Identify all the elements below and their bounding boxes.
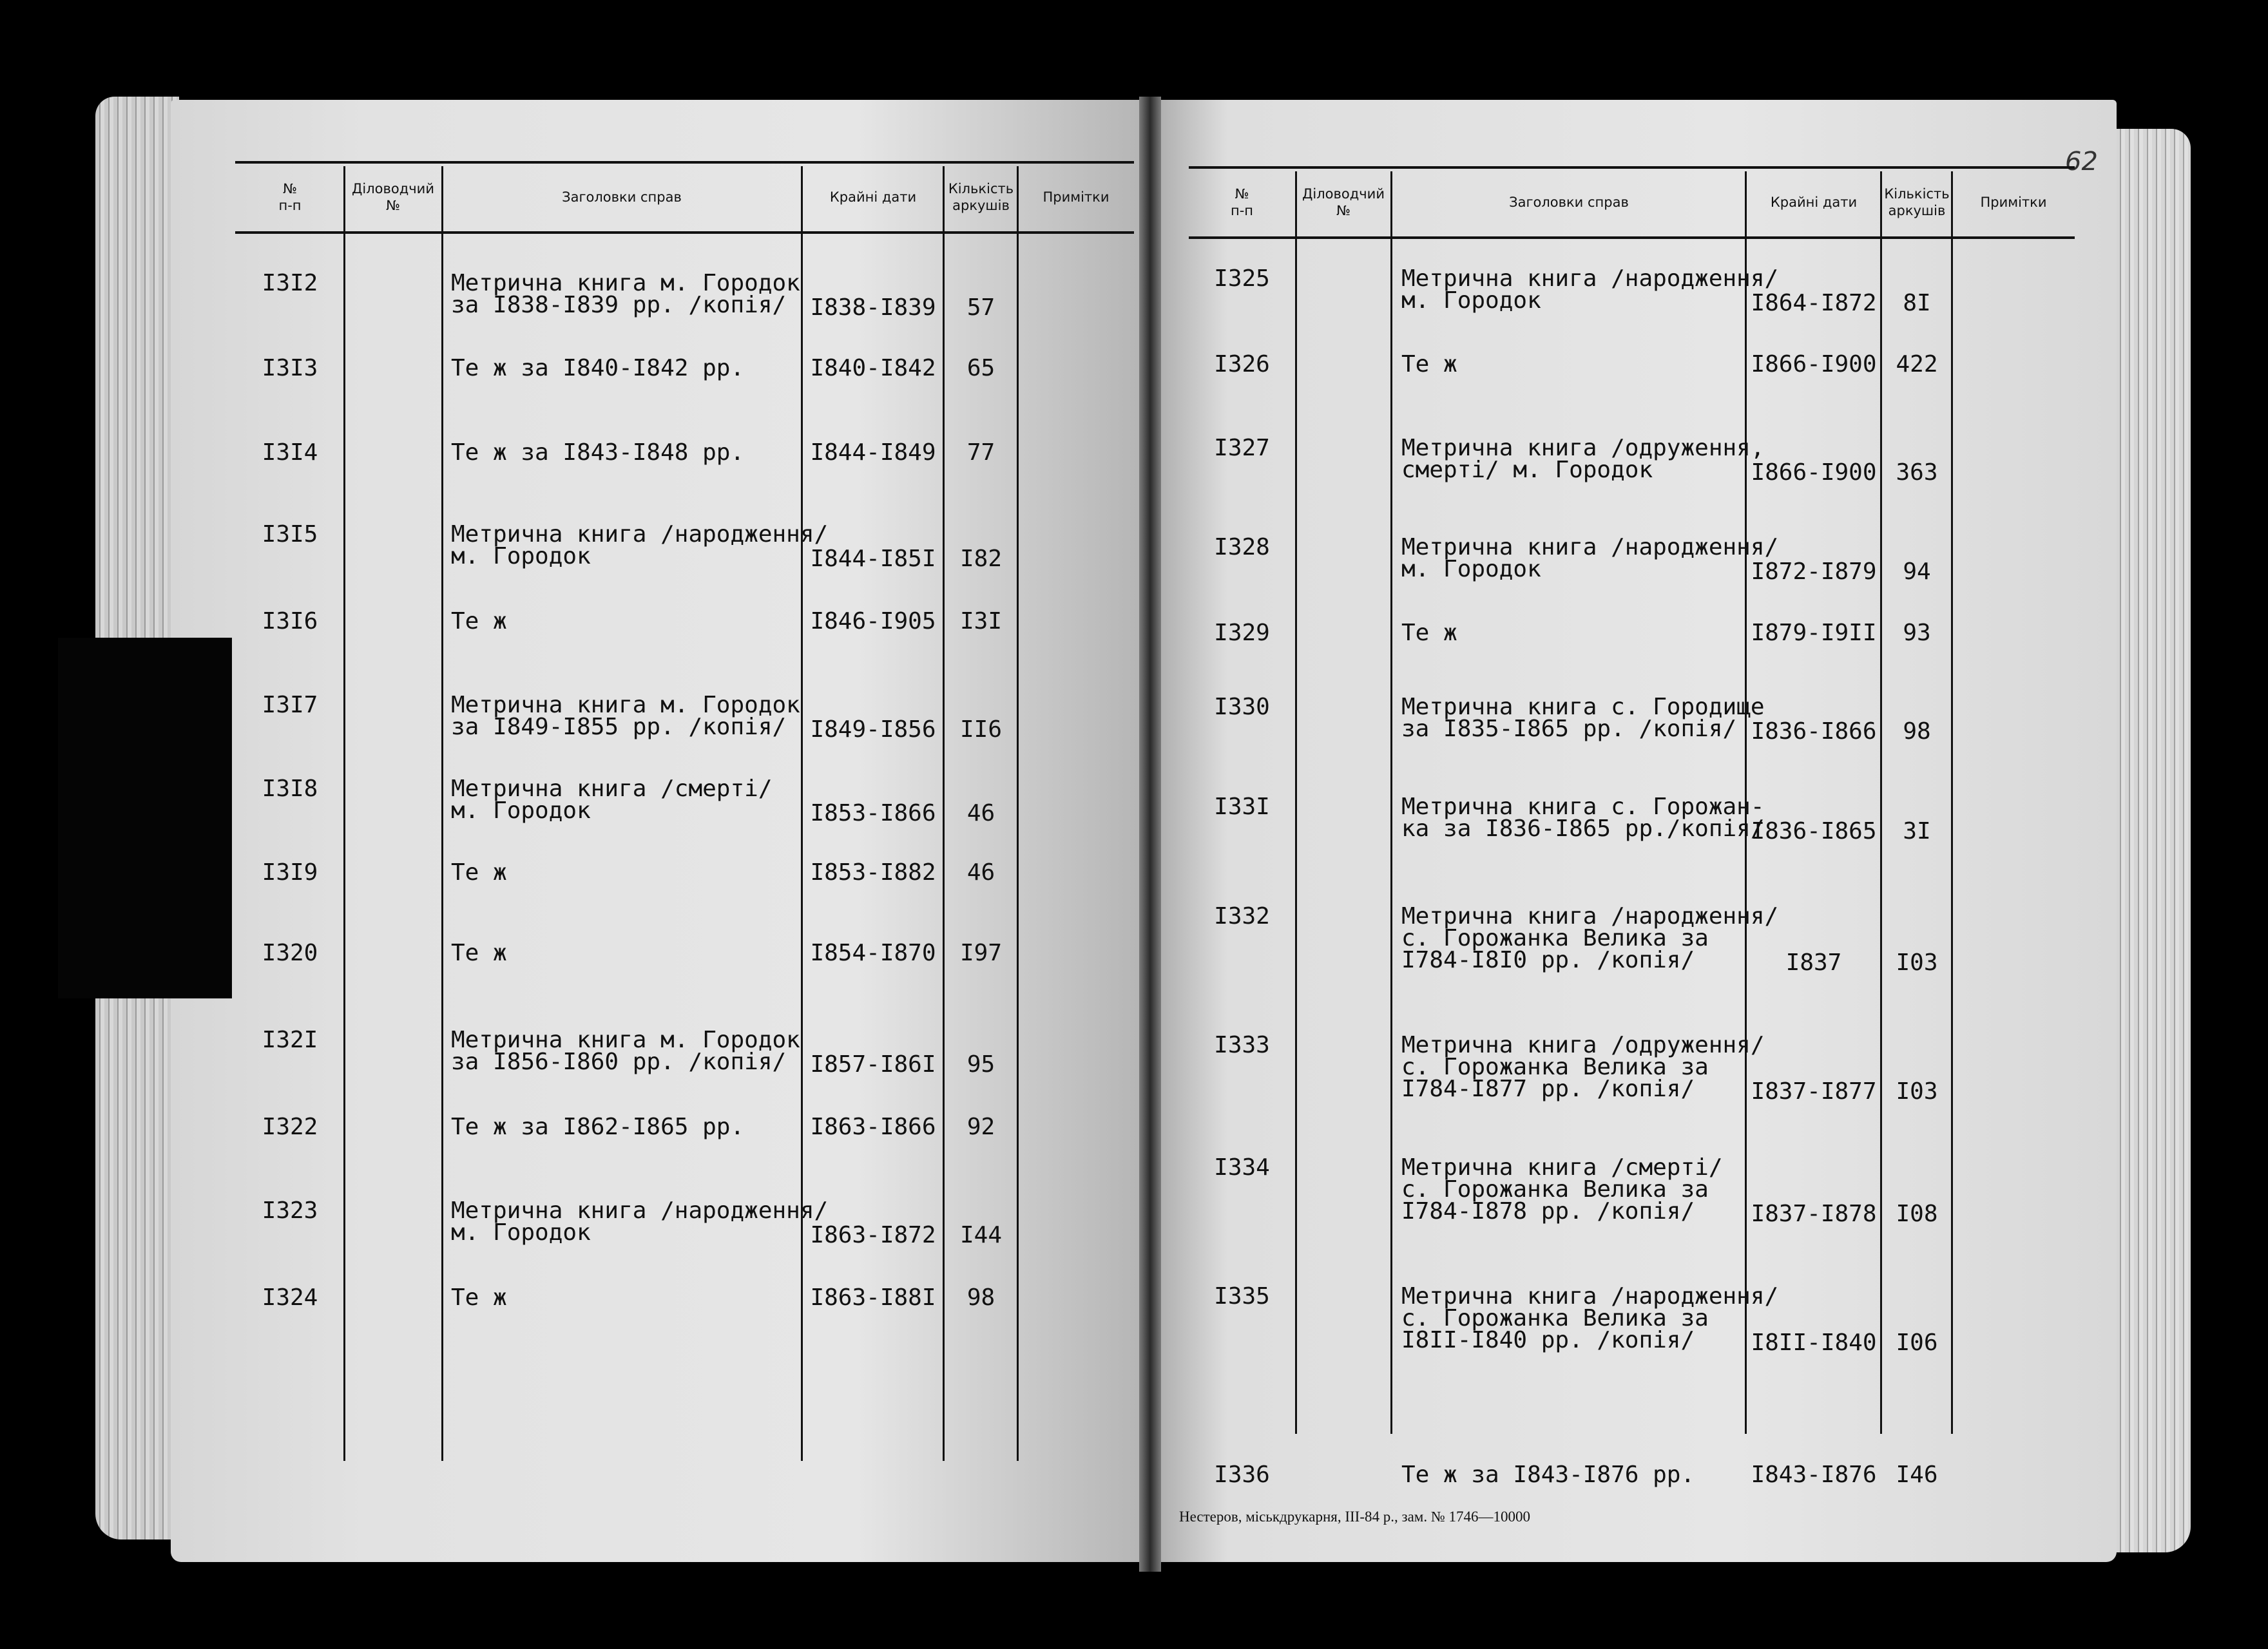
- row-title: Метрична книга /народження/ м. Городок: [451, 521, 829, 569]
- row-dates: I866-I900: [1751, 459, 1877, 486]
- header-titles: Заголовки справ: [562, 189, 682, 205]
- row-dates: I879-I9II: [1751, 620, 1877, 646]
- row-number: I333: [1214, 1032, 1270, 1058]
- row-dates: I853-I866: [810, 800, 936, 826]
- row-number: I330: [1214, 694, 1270, 720]
- row-title: Метрична книга /народження/ м. Городок: [1401, 265, 1779, 314]
- left-table-header: [235, 161, 1134, 234]
- row-title: Метрична книга с. Городище за I835-I865 рр. /копія/: [1401, 694, 1765, 742]
- row-number: I336: [1214, 1462, 1270, 1488]
- row-dates: I836-I865: [1751, 818, 1877, 844]
- row-dates: I849-I856: [810, 716, 936, 743]
- row-dates: I840-I842: [810, 355, 936, 381]
- header-notes: Примітки: [1043, 189, 1110, 205]
- row-dates: I838-I839: [810, 294, 936, 321]
- row-sheets: I46: [1896, 1462, 1938, 1488]
- row-number: I320: [262, 940, 318, 966]
- row-number: I33I: [1214, 794, 1270, 820]
- row-number: I32I: [262, 1027, 318, 1053]
- row-sheets: 422: [1896, 351, 1938, 377]
- black-marker-tab: [58, 638, 232, 998]
- header-notes: Примітки: [1980, 194, 2047, 210]
- row-number: I327: [1214, 435, 1270, 461]
- row-number: I326: [1214, 351, 1270, 377]
- row-dates: I844-I85I: [810, 546, 936, 572]
- right-rows: [1189, 239, 2075, 1501]
- row-dates: I864-I872: [1751, 290, 1877, 316]
- row-title: Те ж: [451, 940, 507, 966]
- row-title: Те ж за I843-I876 рр.: [1401, 1462, 1695, 1488]
- row-title: Те ж: [1401, 620, 1457, 646]
- row-number: I3I6: [262, 608, 318, 634]
- row-sheets: I03: [1896, 949, 1938, 976]
- row-number: I325: [1214, 265, 1270, 292]
- row-dates: I836-I866: [1751, 718, 1877, 745]
- row-number: I324: [262, 1284, 318, 1311]
- row-number: I335: [1214, 1283, 1270, 1310]
- header-num: № п-п: [1230, 186, 1254, 218]
- page-number: 62: [2065, 147, 2098, 176]
- row-title: Метрична книга м. Городок за I856-I860 рр. /копія/: [451, 1027, 800, 1075]
- row-sheets: 94: [1903, 558, 1931, 585]
- row-sheets: 46: [966, 859, 995, 886]
- row-number: I3I7: [262, 692, 318, 718]
- row-number: I3I5: [262, 521, 318, 548]
- row-sheets: I03: [1896, 1078, 1938, 1105]
- row-title: Те ж за I843-I848 рр.: [451, 439, 745, 466]
- header-sheets: Кількість аркушів: [1884, 186, 1950, 218]
- header-num: № п-п: [278, 181, 302, 213]
- right-page-edges: [2107, 129, 2191, 1552]
- row-number: I3I8: [262, 776, 318, 802]
- row-number: I323: [262, 1197, 318, 1224]
- row-sheets: 93: [1903, 620, 1931, 646]
- row-dates: I863-I866: [810, 1114, 936, 1140]
- row-sheets: II6: [959, 716, 1003, 743]
- row-title: Метрична книга м. Городок за I849-I855 рр. /копія/: [451, 692, 800, 740]
- row-sheets: I82: [959, 546, 1003, 572]
- row-title: Метрична книга с. Горожан- ка за I836-I865 рр./копія/: [1401, 794, 1765, 842]
- row-title: Метрична книга /народження/ с. Горожанка Велика за I8II-I840 рр. /копія/: [1401, 1283, 1779, 1353]
- row-dates: I857-I86I: [810, 1051, 936, 1078]
- row-dates: I863-I872: [810, 1222, 936, 1248]
- row-title: Метрична книга /народження/ м. Городок: [1401, 534, 1779, 582]
- row-dates: I853-I882: [810, 859, 936, 886]
- printer-imprint: Нестеров, міськдрукарня, ІІІ-84 р., зам. № 1746—10000: [1179, 1509, 1531, 1525]
- row-sheets: 65: [966, 355, 995, 381]
- row-dates: I866-I900: [1751, 351, 1877, 377]
- header-dates: Крайні дати: [829, 189, 917, 205]
- row-sheets: I97: [959, 940, 1003, 966]
- row-dates: I837: [1785, 949, 1842, 976]
- row-title: Те ж за I862-I865 рр.: [451, 1114, 745, 1140]
- right-ledger-table: [1189, 166, 2075, 1501]
- row-dates: I872-I879: [1751, 558, 1877, 585]
- col-divider: [1390, 171, 1392, 1434]
- row-sheets: 8I: [1903, 290, 1931, 316]
- row-title: Метрична книга /смерті/ с. Горожанка Велика за I784-I878 рр. /копія/: [1401, 1154, 1723, 1225]
- row-number: I334: [1214, 1154, 1270, 1181]
- row-sheets: 77: [966, 439, 995, 466]
- row-sheets: 92: [966, 1114, 995, 1140]
- row-number: I3I3: [262, 355, 318, 381]
- header-titles: Заголовки справ: [1509, 194, 1629, 210]
- row-sheets: 98: [966, 1284, 995, 1311]
- row-title: Те ж: [451, 608, 507, 634]
- row-title: Метрична книга /одруження, смерті/ м. Городок: [1401, 435, 1765, 483]
- row-number: I322: [262, 1114, 318, 1140]
- header-clerk: Діловодчий №: [1302, 186, 1385, 218]
- row-title: Те ж за I840-I842 рр.: [451, 355, 745, 381]
- row-sheets: 46: [966, 800, 995, 826]
- row-dates: I843-I876: [1751, 1462, 1877, 1488]
- book-gutter: [1139, 97, 1161, 1572]
- right-table-header: [1189, 166, 2075, 239]
- left-ledger-table: [235, 161, 1134, 1529]
- row-title: Те ж: [1401, 351, 1457, 377]
- row-number: I328: [1214, 534, 1270, 560]
- col-divider: [441, 166, 443, 1461]
- left-rows: [235, 234, 1134, 1529]
- row-title: Метрична книга /смерті/ м. Городок: [451, 776, 773, 824]
- row-number: I3I9: [262, 859, 318, 886]
- row-dates: I8II-I840: [1751, 1330, 1877, 1356]
- row-sheets: I06: [1896, 1330, 1938, 1356]
- row-title: Метрична книга /народження/ с. Горожанка Велика за I784-I8I0 рр. /копія/: [1401, 903, 1779, 973]
- row-sheets: I08: [1896, 1201, 1938, 1227]
- col-divider: [1295, 171, 1297, 1434]
- row-sheets: 363: [1896, 459, 1938, 486]
- row-dates: I846-I905: [810, 608, 936, 634]
- header-sheets: Кількість аркушів: [948, 181, 1014, 213]
- row-title: Метрична книга м. Городок за I838-I839 рр. /копія/: [451, 270, 800, 318]
- row-sheets: I3I: [959, 608, 1003, 634]
- row-title: Те ж: [451, 859, 507, 886]
- row-dates: I837-I877: [1751, 1078, 1877, 1105]
- row-dates: I837-I878: [1751, 1201, 1877, 1227]
- header-dates: Крайні дати: [1770, 194, 1858, 210]
- row-number: I329: [1214, 620, 1270, 646]
- row-title: Те ж: [451, 1284, 507, 1311]
- row-number: I3I4: [262, 439, 318, 466]
- row-sheets: 3I: [1903, 818, 1931, 844]
- row-sheets: 98: [1903, 718, 1931, 745]
- row-sheets: I44: [959, 1222, 1003, 1248]
- row-sheets: 57: [966, 294, 995, 321]
- row-title: Метрична книга /народження/ м. Городок: [451, 1197, 829, 1246]
- row-dates: I863-I88I: [810, 1284, 936, 1311]
- row-number: I332: [1214, 903, 1270, 929]
- header-clerk: Діловодчий №: [352, 181, 434, 213]
- row-title: Метрична книга /одруження/ с. Горожанка Велика за I784-I877 рр. /копія/: [1401, 1032, 1765, 1102]
- row-dates: I854-I870: [810, 940, 936, 966]
- row-dates: I844-I849: [810, 439, 936, 466]
- row-sheets: 95: [966, 1051, 995, 1078]
- row-number: I3I2: [262, 270, 318, 296]
